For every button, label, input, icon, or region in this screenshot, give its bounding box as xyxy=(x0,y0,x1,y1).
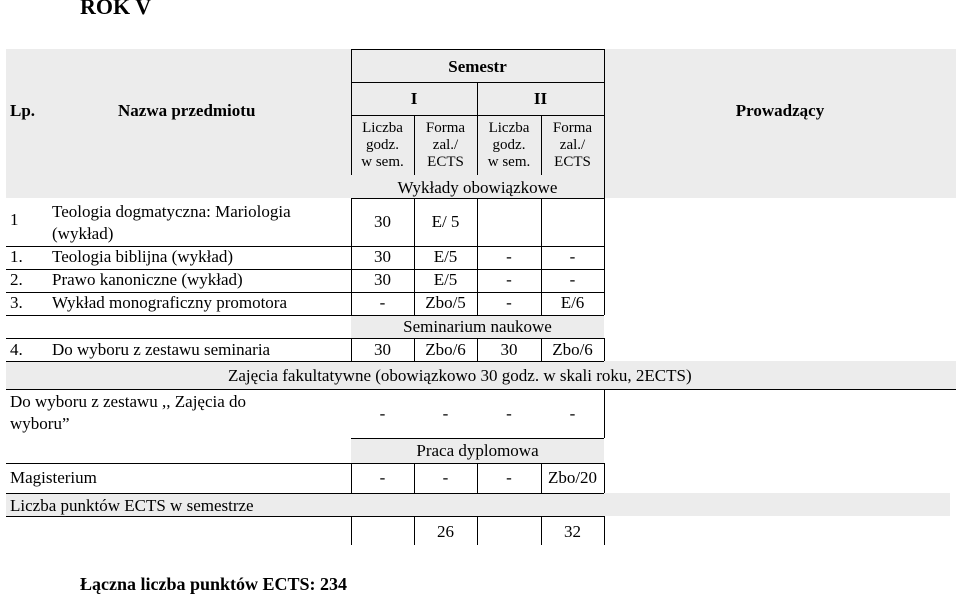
optional-row-hours2: - xyxy=(506,404,512,423)
row-2-hours2: - xyxy=(506,270,512,289)
row-2-lp: 2. xyxy=(10,270,23,289)
thesis-row-hours1: - xyxy=(379,468,386,487)
ects-row-label: Liczba punktów ECTS w semestrze xyxy=(10,496,254,515)
header-sem2: II xyxy=(533,89,548,108)
section-thesis: Praca dyplomowa xyxy=(416,441,539,460)
row-4-hours1: 30 xyxy=(374,340,391,359)
row-0-form1: E/ 5 xyxy=(431,212,460,231)
row-3-hours1: - xyxy=(379,293,386,312)
header-hours-sem2: Liczba godz. w sem. xyxy=(487,120,531,170)
optional-row-hours1: - xyxy=(379,404,386,423)
row-1-form1: E/5 xyxy=(433,247,458,266)
row-0-name-line1: Teologia dogmatyczna: Mariologia xyxy=(52,202,291,221)
row-2-hours1: 30 xyxy=(374,270,391,289)
section-seminar: Seminarium naukowe xyxy=(403,317,552,336)
row-4-form2: Zbo/6 xyxy=(552,340,593,359)
header-form-sem2: Forma zal./ ECTS xyxy=(552,120,593,170)
header-hours-sem1: Liczba godz. w sem. xyxy=(361,120,404,170)
header-semestr: Semestr xyxy=(448,57,507,76)
optional-row-name-line1: Do wyboru z zestawu ,, Zajęcia do xyxy=(10,392,247,411)
row-0-name-line2: (wykład) xyxy=(52,224,114,243)
section-mandatory-lectures: Wykłady obowiązkowe xyxy=(397,178,558,197)
thesis-row-hours2: - xyxy=(506,468,512,487)
row-3-name: Wykład monograficzny promotora xyxy=(52,293,288,312)
row-4-name: Do wyboru z zestawu seminaria xyxy=(52,340,271,359)
page-heading: ROK V xyxy=(80,0,152,19)
section-optional: Zajęcia fakultatywne (obowiązkowo 30 godz. w skali roku, 2ECTS) xyxy=(228,366,692,385)
row-3-form2: E/6 xyxy=(560,293,585,312)
thesis-row-form2: Zbo/20 xyxy=(547,468,598,487)
ects-sem2: 32 xyxy=(564,522,581,541)
row-0-hours1: 30 xyxy=(374,212,391,231)
header-subject: Nazwa przedmiotu xyxy=(118,101,256,120)
optional-row-name-line2: wyboru” xyxy=(10,414,70,433)
row-3-hours2: - xyxy=(506,293,512,312)
row-4-form1: Zbo/6 xyxy=(425,340,466,359)
row-3-lp: 3. xyxy=(10,293,23,312)
row-1-lp: 1. xyxy=(10,247,23,266)
thesis-row-form1: - xyxy=(442,468,449,487)
header-sem1: I xyxy=(410,89,418,108)
total-ects: Łączna liczba punktów ECTS: 234 xyxy=(80,574,348,594)
header-lecturer: Prowadzący xyxy=(735,101,825,120)
row-2-name: Prawo kanoniczne (wykład) xyxy=(52,270,243,289)
row-2-form1: E/5 xyxy=(433,270,458,289)
row-1-hours1: 30 xyxy=(374,247,391,266)
row-2-form2: - xyxy=(569,270,576,289)
wyklady-bg-right xyxy=(604,175,956,198)
wyklady-bg-left xyxy=(6,175,351,198)
row-1-form2: - xyxy=(569,247,576,266)
ects-sem1: 26 xyxy=(437,522,454,541)
row-1-name: Teologia biblijna (wykład) xyxy=(52,247,234,266)
optional-row-form2: - xyxy=(569,404,576,423)
header-form-sem1: Forma zal./ ECTS xyxy=(425,120,466,170)
row-4-lp: 4. xyxy=(10,340,23,359)
header-lp: Lp. xyxy=(10,101,36,120)
row-1-hours2: - xyxy=(506,247,512,266)
row-4-hours2: 30 xyxy=(500,340,518,359)
row-3-form1: Zbo/5 xyxy=(425,293,466,312)
thesis-row-name: Magisterium xyxy=(10,468,97,487)
row-0-lp: 1 xyxy=(10,210,19,229)
optional-row-form1: - xyxy=(442,404,449,423)
